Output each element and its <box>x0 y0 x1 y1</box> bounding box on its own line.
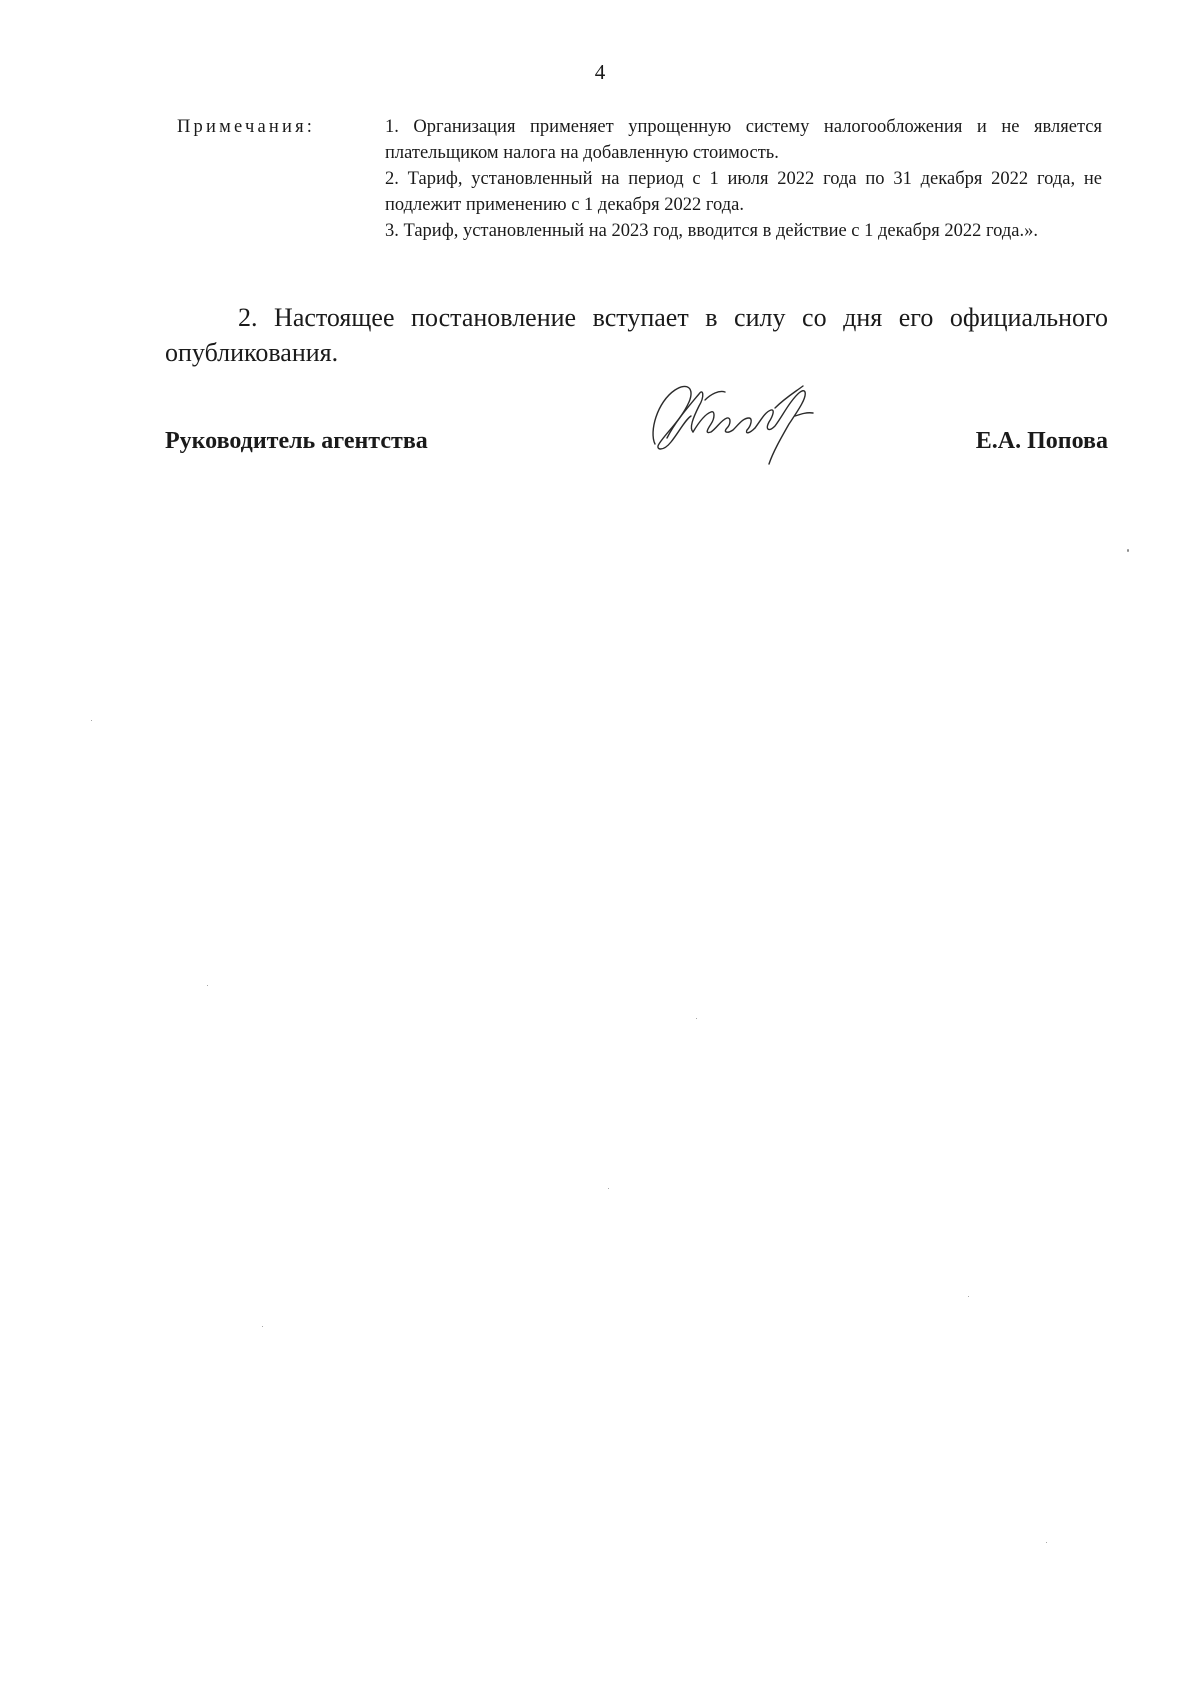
notes-block <box>177 114 1102 244</box>
scan-speck <box>696 1018 697 1019</box>
signer-position: Руководитель агентства <box>165 428 428 454</box>
scan-speck <box>1046 1542 1047 1543</box>
scan-speck <box>207 985 208 986</box>
page-number: 4 <box>594 60 606 84</box>
notes-list <box>385 114 1102 244</box>
handwritten-signature <box>645 372 830 472</box>
effective-date-paragraph: 2. Настоящее постановление вступает в силу со дня его официального опубликования. <box>165 303 1108 367</box>
note-item: 2. Тариф, установленный на период с 1 июля 2022 года по 31 декабря 2022 года, не подлежит применению с 1 декабря 2022 года. <box>385 169 1102 215</box>
scan-speck <box>1127 549 1129 552</box>
scan-speck <box>91 720 92 721</box>
signer-name: Е.А. Попова <box>975 428 1108 454</box>
scan-speck <box>262 1326 263 1327</box>
scan-speck <box>968 1296 969 1297</box>
notes-label: Примечания: <box>177 117 316 137</box>
note-item: 3. Тариф, установленный на 2023 год, вводится в действие с 1 декабря 2022 года.». <box>385 221 1038 241</box>
scan-speck <box>608 1188 609 1189</box>
note-item: 1. Организация применяет упрощенную систему налогообложения и не является плательщиком налога на добавленную стоимость. <box>385 117 1102 163</box>
